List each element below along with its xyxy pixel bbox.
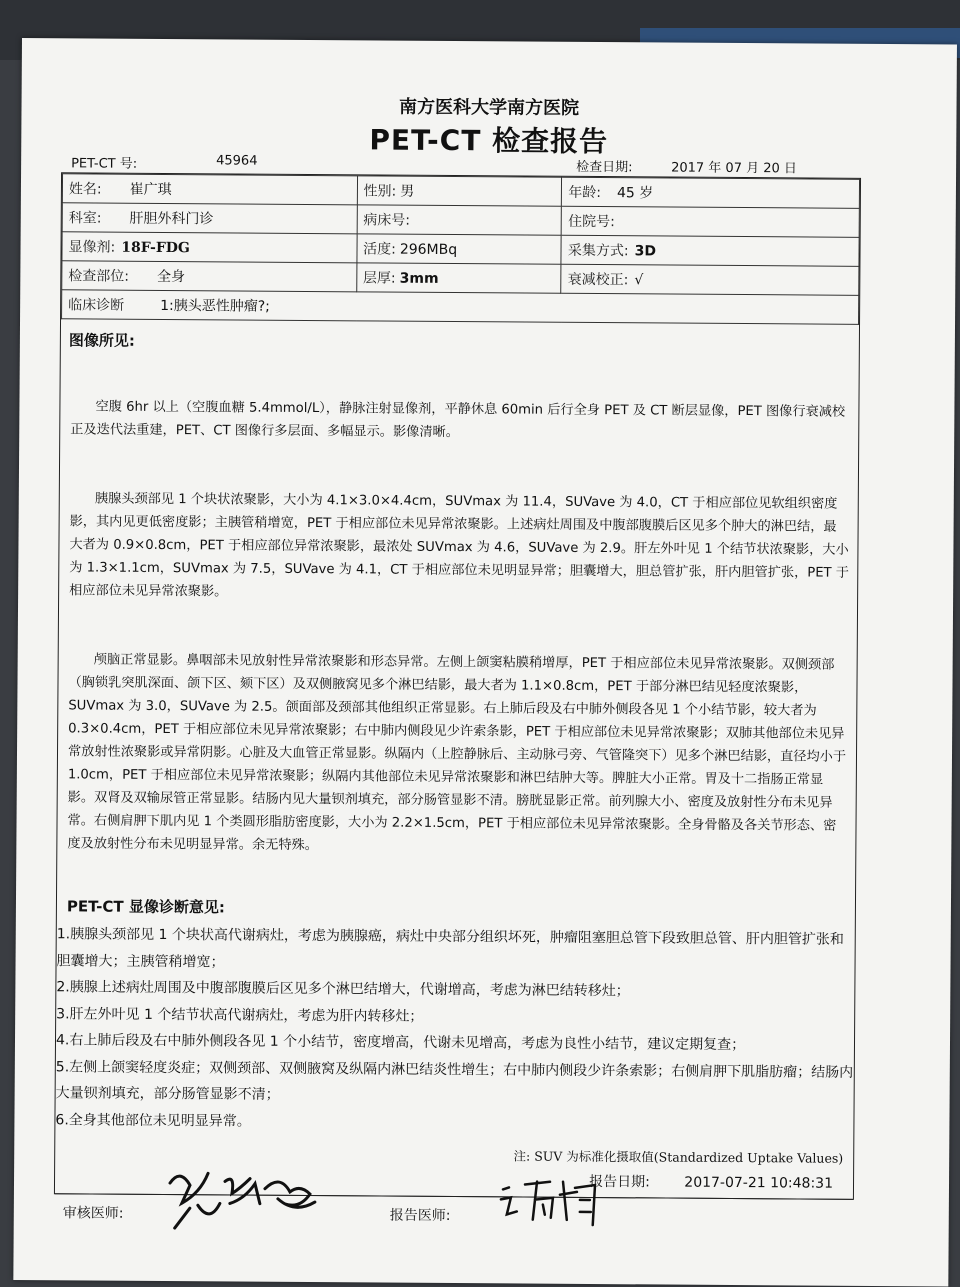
agent-cell [62,232,357,263]
name-cell [62,174,357,205]
sex-label: 性别: [363,183,396,199]
findings-heading: 图像所见: [69,329,135,350]
exam-site: 全身 [157,269,185,285]
hospital-name: 南方医科大学南方医院 [21,90,956,123]
slice-cell [356,263,561,293]
site-label: 检查部位: [68,268,129,284]
sex-cell [357,176,562,206]
activity-label: 活度: [363,241,396,257]
findings-body [67,349,851,906]
bed-label: 病床号: [363,212,410,228]
department: 肝胆外科门诊 [129,211,213,228]
imaging-agent: 18F-FDG [121,240,190,256]
findings-paragraph: 空腹 6hr 以上（空腹血糖 5.4mmol/L），静脉注射显像剂，平静休息 60min 后行全身 PET 及 CT 断层显像，PET 图像行衰减校正及迭代法重建，PET、CT 图像行多层面、多幅显示。影像清晰。 [70,395,850,446]
patient-age: 45 岁 [617,185,653,201]
age-label: 年龄: [568,185,601,201]
diagnosis-body [55,921,856,1139]
atten-check: √ [634,272,643,288]
admission-label: 住院号: [568,214,615,230]
slice-label: 层厚: [363,270,396,286]
table-row [62,290,859,325]
bed-cell [357,205,562,235]
atten-label: 衰减校正: [568,272,629,288]
site-cell [62,261,357,292]
dept-label: 科室: [69,210,102,226]
diagnosis-item: 3.肝左外叶见 1 个结节状高代谢病灶，考虑为肝内转移灶； [56,1001,856,1033]
patient-sex: 男 [400,184,414,200]
mode-cell [561,235,859,266]
admission-cell [562,206,860,237]
clinical-diagnosis: 1:胰头恶性肿瘤?; [160,298,270,315]
atten-cell [561,264,859,295]
mode-label: 采集方式: [568,243,629,259]
report-date-label: 报告日期: [589,1174,650,1190]
reviewer-signature [160,1163,330,1234]
acquisition-mode: 3D [635,243,656,259]
reviewer-label: 审核医师: [63,1202,124,1222]
findings-paragraph: 胰腺头颈部见 1 个块状浓聚影，大小为 4.1×3.0×4.4cm，SUVmax 为 11.4，SUVave 为 4.0，CT 于相应部位见软组织密度影，其内见更低密度影；主胰管稍增宽，PET 于相应部位未见异常浓聚影。上述病灶周围及中腹部腹膜后区见多个肿大的淋巴结，最大者为 0.9×0.8cm，PET 于相应部位异常浓聚影，最浓处 SUVmax 为 4.6，SUVave 为 2.9。肝左外叶见 1 个结节状浓聚影，大小为 1.3×1.1cm，SUVmax 为 7.5，SUVave 为 4.1，CT 于相应部位未见明显异常；胆囊增大，胆总管扩张，肝内胆管扩张，PET 于相应部位未见异常浓聚影。 [69,487,850,607]
report-title: PET-CT 检查报告 [21,116,956,163]
diagnosis-heading: PET-CT 显像诊断意见: [67,895,225,917]
activity-cell [357,234,562,264]
patient-info-table [61,173,860,325]
clinical-cell [62,290,859,325]
age-cell [562,177,860,208]
diagnosis-item: 4.右上肺后段及右中肺外侧段各见 1 个小结节，密度增高，代谢未见增高，考虑为良性小结节，建议定期复查； [56,1027,856,1059]
reporter-label: 报告医师: [390,1205,451,1225]
reporter-signature [495,1169,615,1230]
report-frame [54,172,861,1200]
slice-thickness: 3mm [400,271,439,287]
signature-row [55,1193,853,1240]
name-label: 姓名: [69,181,102,197]
pet-no-label: PET-CT 号: [71,152,137,171]
report-date: 2017-07-21 10:48:31 [684,1175,833,1192]
diagnosis-item: 6.全身其他部位未见明显异常。 [55,1107,855,1139]
patient-name: 崔广琪 [130,182,172,198]
exam-date: 2017 年 07 月 20 日 [671,157,797,177]
agent-label: 显像剂: [68,239,115,255]
exam-date-label: 检查日期: [576,156,633,175]
report-sheet [13,38,957,1286]
pet-no: 45964 [216,153,257,168]
diagnosis-item: 2.胰腺上述病灶周围及中腹部腹膜后区见多个淋巴结增大，代谢增高，考虑为淋巴结转移灶； [56,974,856,1006]
dept-cell [62,203,357,234]
findings-paragraph: 颅脑正常显影。鼻咽部未见放射性异常浓聚影和形态异常。左侧上颌窦粘膜稍增厚，PET 于相应部位未见异常浓聚影。双侧颈部（胸锁乳突肌深面、颌下区、颏下区）及双侧腋窝见多个淋巴结影，最大者为 1.1×0.8cm，PET 于部分淋巴结见轻度浓聚影，SUVmax 为 3.0，SUVave 为 2.5。颌面部及颈部其他组织正常显影。右上肺后段及右中肺外侧段各见 1 个小结节影，较大者为 0.3×0.4cm，PET 于相应部位未见异常浓聚影；右中肺内侧段见少许索条影，PET 于相应部位未见异常浓聚影；双肺其他部位未见异常放射性浓聚影或异常阴影。心脏及大血管正常显影。纵隔内（上腔静脉后、主动脉弓旁、气管隆突下）见多个淋巴结影，直径均小于 1.0cm，PET 于相应部位未见异常浓聚影；纵隔内其他部位未见异常浓聚影和淋巴结肿大等。脾脏大小正常。胃及十二指肠正常显影。双肾及双输尿管正常显影。结肠内见大量钡剂填充，部分肠管显影不清。膀胱显影正常。前列腺大小、密度及放射性分布未见异常。右侧肩胛下肌内见 1 个类圆形脂肪密度影，大小为 2.2×1.5cm，PET 于相应部位未见异常浓聚影。全身骨骼及各关节形态、密度及放射性分布未见明显异常。余无特殊。 [67,648,848,860]
diagnosis-item: 1.胰腺头颈部见 1 个块状高代谢病灶，考虑为胰腺癌，病灶中央部分组织坏死，肿瘤阻塞胆总管下段致胆总管、肝内胆管扩张和胆囊增大；主胰管稍增宽； [56,921,856,980]
suv-note: 注: SUV 为标准化摄取值(Standardized Uptake Values) [513,1146,843,1166]
diagnosis-item: 5.左侧上颌窦轻度炎症；双侧颈部、双侧腋窝及纵隔内淋巴结炎性增生；右中肺内侧段少许条索影；右侧肩胛下肌脂肪瘤；结肠内大量钡剂填充，部分肠管显影不清； [56,1054,856,1113]
report-date-line [589,1171,833,1193]
clinical-label: 临床诊断 [68,297,124,313]
activity-value: 296MBq [400,242,457,258]
